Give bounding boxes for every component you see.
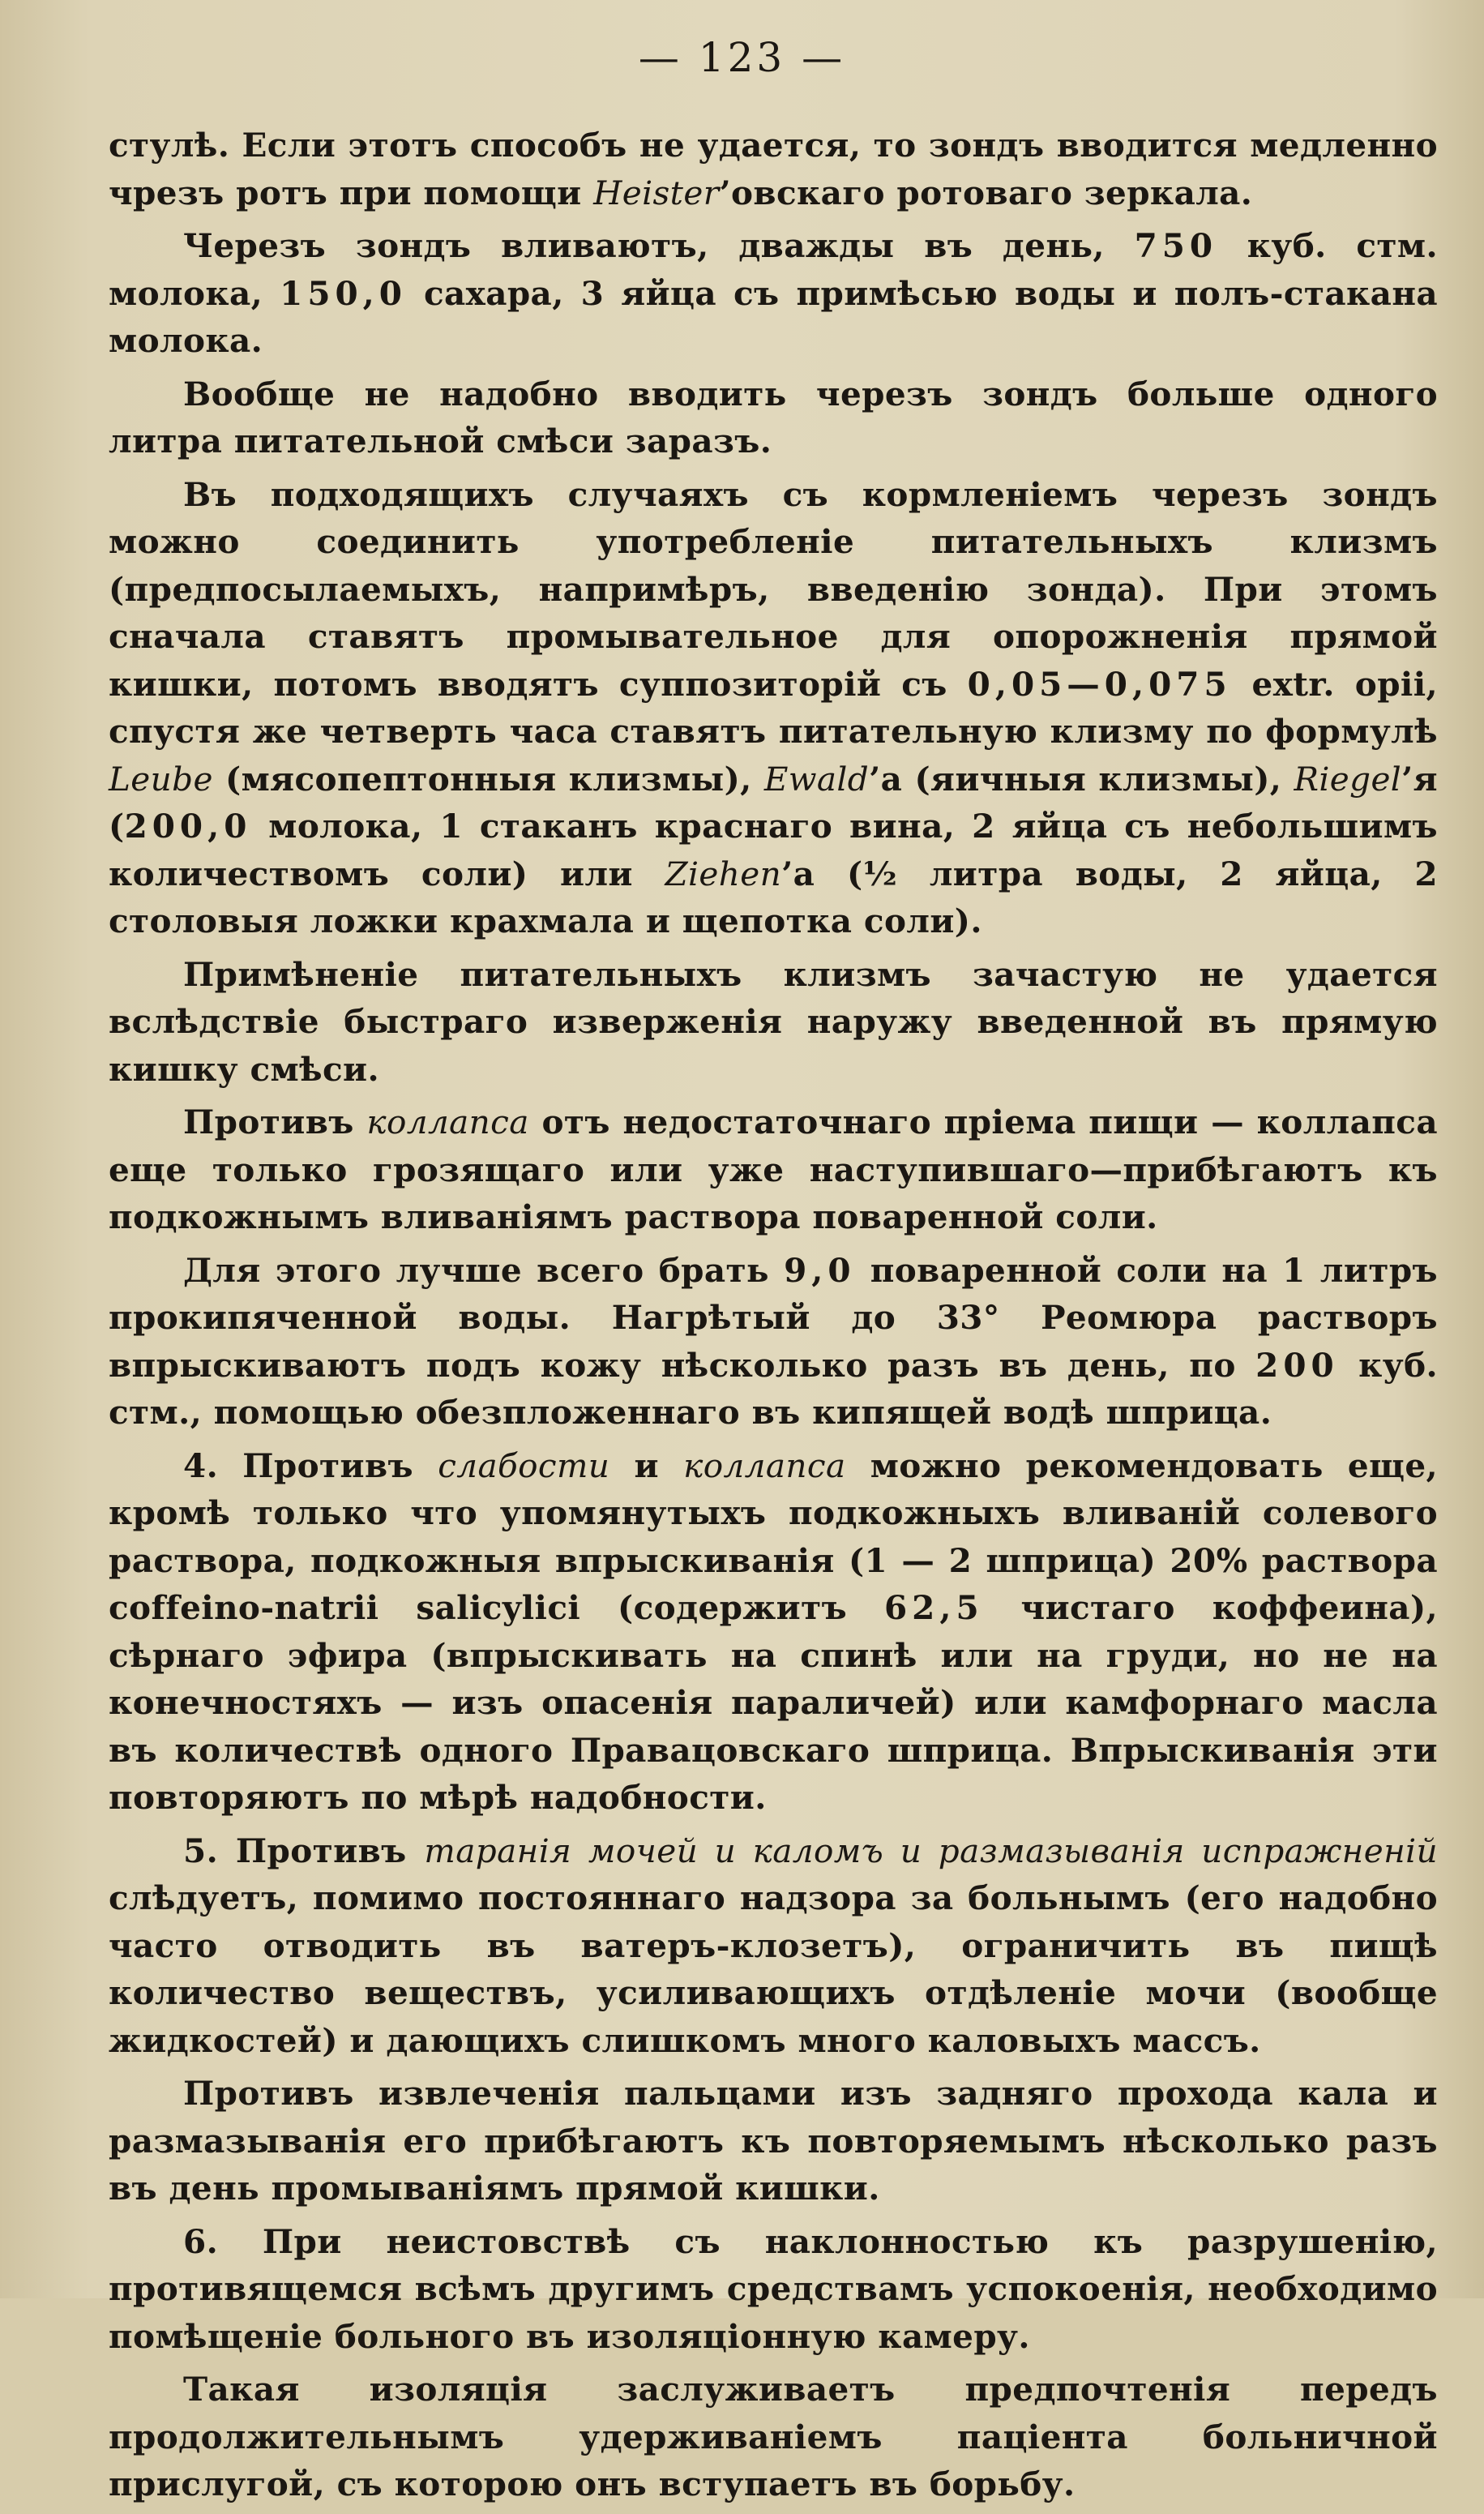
paragraph-text: отъ недостаточнаго пріема пищи — коллапса еще только грозящаго или уже наступившаго—прибѣгаютъ къ подкожнымъ вливаніямъ раствора поваренной соли. (109, 1103, 1438, 1236)
emphasis-text: слабости (438, 1445, 610, 1485)
paragraph (109, 2070, 1438, 2212)
paragraph-text: 0,05—0,075 (967, 664, 1232, 704)
paragraph-text: (мясопептонныя клизмы), (212, 759, 764, 799)
paragraph-text: ’а (яичныя клизмы), (869, 759, 1294, 799)
emphasis-text: коллапса (683, 1445, 846, 1485)
emphasis-text: Heister (593, 173, 720, 212)
paragraph (109, 951, 1438, 1094)
paragraph-text: молока, 1 стаканъ краснаго вина, 2 яйца съ небольшимъ количествомъ соли) или (109, 807, 1438, 893)
paragraph (109, 1827, 1438, 2065)
paragraph-text: ’я ( (109, 759, 1438, 846)
paragraph-text: можно рекомендовать еще, кромѣ только что упомянутыхъ подкожныхъ вливаній солевого раствора, подкожныя впрыскиванія (1 — 2 шприца) 20% раствора coffeino-natrii salicylici (содержитъ (109, 1445, 1438, 1627)
paragraph (109, 1442, 1438, 1822)
paragraph-text: и (609, 1445, 684, 1485)
emphasis-text: Riegel (1294, 759, 1402, 799)
paragraph (109, 2218, 1438, 2361)
paragraph-text: ’а (½ литра воды, 2 яйца, 2 столовыя ложки крахмала и щепотка соли). (109, 854, 1438, 940)
paragraph-text: чистаго коффеина), сѣрнаго эфира (впрыскивать на спинѣ или на груди, но не на конечностяхъ — изъ опасенія параличей) или камфорнаго масла въ количествѣ одного Правацовскаго шприца. Впрыскиванія эти повторяютъ по мѣрѣ надобности. (109, 1588, 1438, 1817)
paragraph (109, 2366, 1438, 2508)
emphasis-text: Leube (109, 759, 213, 799)
paragraph (109, 222, 1438, 365)
paragraph-text: 6. При неистовствѣ съ наклонностью къ разрушенію, противящемся всѣмъ другимъ средствамъ успокоенія, необходимо помѣщеніе больного въ изоляціонную камеру. (109, 2221, 1438, 2356)
paragraph-text: Въ подходящихъ случаяхъ съ кормленіемъ черезъ зондъ можно соединить употребленіе питательныхъ клизмъ (предпосылаемыхъ, напримѣръ, введенію зонда). При этомъ сначала ставятъ промывательное для опорожненія прямой кишки, потомъ вводятъ суппозиторій съ (109, 474, 1438, 704)
paragraph-text: extr. opii, спустя же четверть часа ставятъ питательную клизму по формулѣ (109, 664, 1438, 751)
emphasis-text: Ziehen (665, 854, 782, 893)
paragraph-text: Вообще не надобно вводить черезъ зондъ больше одного литра питательной смѣси заразъ. (109, 374, 1438, 460)
paragraph-text: 4. Противъ (183, 1445, 438, 1485)
paragraph-text: Противъ извлеченія пальцами изъ задняго прохода кала и размазыванія его прибѣгаютъ къ повторяемымъ нѣсколько разъ въ день промываніямъ прямой кишки. (109, 2074, 1438, 2208)
paragraph-text: куб. стм., помощью обезпложеннаго въ кипящей водѣ шприца. (109, 1345, 1439, 1432)
paragraph-text: Примѣненіе питательныхъ клизмъ зачастую не удается вслѣдствіе быстраго изверженія наружу введенной въ прямую кишку смѣси. (109, 954, 1438, 1089)
paragraph-text: 9,0 (784, 1250, 856, 1290)
page-number: — 123 — (638, 34, 846, 81)
paragraph-text: поваренной соли на 1 литръ прокипяченной воды. Нагрѣтый до 33° Реомюра растворъ впрыскиваютъ подъ кожу нѣсколько разъ въ день, по (109, 1250, 1438, 1385)
paragraph-text: 200 (1255, 1345, 1339, 1385)
paragraph (109, 1099, 1438, 1241)
paragraph (109, 1247, 1438, 1437)
paragraph-text: Такая изоляція заслуживаетъ предпочтенія передъ продолжительнымъ удерживаніемъ паціента больничной прислугой, съ которою онъ вступаетъ въ борьбу. (109, 2370, 1438, 2503)
paragraph (109, 370, 1438, 465)
paragraph-text: 200,0 (124, 807, 252, 846)
paragraph-text: Противъ (183, 1103, 367, 1141)
emphasis-text: Ewald (763, 759, 870, 799)
paragraph-text: стулѣ. Если этотъ способъ не удается, то зондъ вводится медленно чрезъ ротъ при помощи (109, 126, 1438, 212)
paragraph (109, 122, 1438, 216)
paragraph (109, 471, 1438, 945)
emphasis-text: maранія мочей и каломъ и размазыванія испражненій (424, 1831, 1438, 1870)
paragraph-text: Для этого лучше всего брать (183, 1250, 785, 1290)
paragraph-text: 750 (1134, 226, 1218, 265)
paragraph-text: 62,5 (883, 1588, 984, 1627)
paragraph-text: сахара, 3 яйца съ примѣсью воды и полъ-стакана молока. (109, 273, 1438, 360)
body-text (109, 122, 1438, 2514)
paragraph-text: куб. стм. молока, (109, 226, 1438, 313)
paragraph-text: слѣдуетъ, помимо постояннаго надзора за больнымъ (его надобно часто отводить въ ватеръ-клозетъ), ограничить въ пищѣ количество веществъ, усиливающихъ отдѣленіе мочи (вообще жидкостей) и дающихъ слишкомъ много каловыхъ массъ. (109, 1878, 1438, 2060)
paragraph-text: 5. Противъ (183, 1831, 425, 1870)
paragraph-text: 150,0 (280, 273, 407, 313)
paragraph-text: ’овскаго ротоваго зеркала. (719, 173, 1253, 212)
emphasis-text: коллапса (366, 1103, 529, 1141)
paragraph-text: Черезъ зондъ вливаютъ, дважды въ день, (183, 226, 1135, 265)
